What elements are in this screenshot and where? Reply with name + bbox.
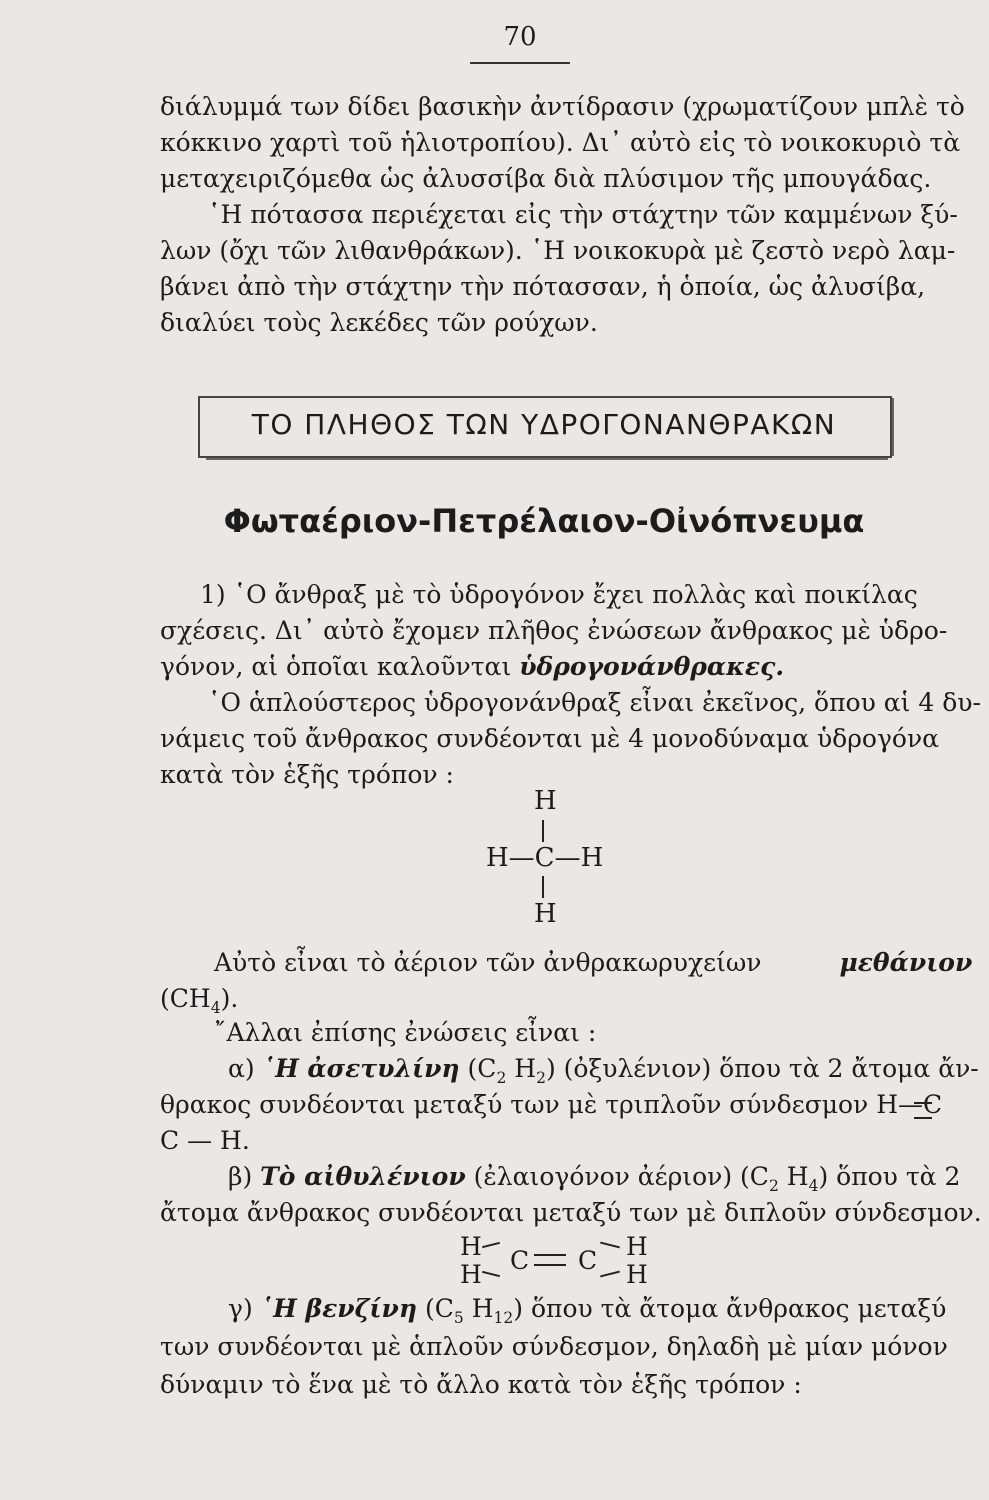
para1-line: σχέσεις. Δι᾽ αὐτὸ ἔχομεν πλῆθος ἐνώσεων ἄνθρακος μὲ ὑδρο- bbox=[160, 616, 948, 645]
ethylene-h-bottom-right: H bbox=[626, 1260, 648, 1289]
triple-bond-lines bbox=[914, 1102, 932, 1119]
intro-line: ῾Η πότασσα περιέχεται εἰς τὴν στάχτην τῶν καμμένων ξύ- bbox=[208, 200, 958, 229]
item-g-line: των συνδέονται μὲ ἁπλοῦν σύνδεσμον, δηλαδὴ μὲ μίαν μόνον bbox=[160, 1332, 948, 1361]
methane-bond-top bbox=[542, 820, 544, 842]
item-a-line: α) ῾Η ἀσετυλίνη ($C_2$ $H_2$) (ὀξυλένιον) ὅπου τὰ 2 ἄτομα ἄν- bbox=[228, 1054, 979, 1087]
ethylene-h-top-right: H bbox=[626, 1232, 648, 1261]
page-number-rule bbox=[470, 62, 570, 64]
item-a-line: θρακος συνδέονται μεταξύ των μὲ τριπλοῦν σύνδεσμον H—C bbox=[160, 1090, 943, 1119]
ethylene-bond-upper-right bbox=[600, 1242, 620, 1249]
ethylene-bond-lower-left bbox=[482, 1271, 500, 1277]
ethylene-carbon-right: C bbox=[578, 1246, 598, 1275]
intro-line: κόκκινο χαρτὶ τοῦ ἡλιοτροπίου). Δι᾽ αὐτὸ εἰς τὸ νοικοκυριὸ τὰ bbox=[160, 128, 961, 157]
para2-line: νάμεις τοῦ ἄνθρακος συνδέονται μὲ 4 μονοδύναμα ὑδρογόνα bbox=[160, 724, 940, 753]
ethylene-bond-upper-left bbox=[482, 1242, 500, 1248]
term-ethylene: Τὸ αἰθυλένιον bbox=[260, 1162, 466, 1191]
intro-line: διάλυμμά των δίδει βασικὴν ἀντίδρασιν (χρωματίζουν μπλὲ τὸ bbox=[160, 92, 965, 121]
ethylene-bond-lower-right bbox=[600, 1271, 620, 1278]
section-title: ΤΟ ΠΛΗΘΟΣ ΤΩΝ ΥΔΡΟΓΟΝΑΝΘΡΑΚΩΝ bbox=[251, 408, 837, 441]
methane-h-bottom: H bbox=[534, 899, 557, 929]
para1-line: γόνον, αἱ ὁποῖαι καλοῦνται ὑδρογονάνθρακες. bbox=[160, 652, 785, 681]
item-g-line: δύναμιν τὸ ἕνα μὲ τὸ ἄλλο κατὰ τὸν ἑξῆς τρόπον : bbox=[160, 1370, 802, 1399]
intro-line: βάνει ἀπὸ τὴν στάχτην τὴν πότασσαν, ἡ ὁποία, ὡς ἀλυσίβα, bbox=[160, 272, 926, 301]
item-g-line: γ) ῾Η βενζίνη ($C_5$ $H_{12}$) ὅπου τὰ ἄτομα ἄνθρακος μεταξύ bbox=[228, 1294, 947, 1327]
para2-line: ῾Ο ἁπλούστερος ὑδρογονάνθραξ εἶναι ἐκεῖνος, ὅπου αἱ 4 δυ- bbox=[208, 688, 981, 717]
intro-line: μεταχειριζόμεθα ὡς ἀλυσσίβα διὰ πλύσιμον τῆς μπουγάδας. bbox=[160, 164, 932, 193]
section-title-shadow-right bbox=[892, 398, 894, 456]
ethylene-carbon-left: C bbox=[510, 1246, 530, 1275]
term-hydrocarbons: ὑδρογονάνθρακες. bbox=[519, 652, 785, 681]
term-benzine: ῾Η βενζίνη bbox=[260, 1294, 418, 1323]
item-b-line: ἄτομα ἄνθρακος συνδέονται μεταξύ των μὲ διπλοῦν σύνδεσμον. bbox=[160, 1198, 982, 1227]
para1-line: 1) ῾Ο ἄνθραξ μὲ τὸ ὑδρογόνον ἔχει πολλὰς καὶ ποικίλας bbox=[200, 580, 918, 609]
subtitle: Φωταέριον-Πετρέλαιον-Οἰνόπνευμα bbox=[223, 502, 865, 540]
ethylene-h-bottom-left: H bbox=[460, 1260, 482, 1289]
term-methane: μεθάνιον bbox=[839, 948, 973, 977]
methane-bond-bottom bbox=[542, 876, 544, 898]
methane-middle-row: H—C—H bbox=[486, 843, 604, 873]
intro-line: διαλύει τοὺς λεκέδες τῶν ρούχων. bbox=[160, 308, 598, 337]
ethylene-double-bond bbox=[534, 1254, 566, 1266]
item-b-line: β) Τὸ αἰθυλένιον (ἐλαιογόνον ἀέριον) ($C_2$ $H_4$) ὅπου τὰ 2 bbox=[228, 1162, 961, 1195]
methane-h-top: H bbox=[534, 786, 557, 816]
intro-line: λων (ὄχι τῶν λιθανθράκων). ῾Η νοικοκυρὰ μὲ ζεστὸ νερὸ λαμ- bbox=[160, 236, 956, 265]
section-title-shadow bbox=[206, 458, 888, 460]
ethylene-h-top-left: H bbox=[460, 1232, 482, 1261]
term-acetylene: ῾Η ἀσετυλίνη bbox=[262, 1054, 460, 1083]
para4-line: ῎Αλλαι ἐπίσης ἐνώσεις εἶναι : bbox=[214, 1018, 597, 1047]
para3-formula: $(CH_4)$. bbox=[160, 984, 239, 1017]
para3-line: Αὐτὸ εἶναι τὸ ἀέριον τῶν ἀνθρακωρυχείων μεθάνιον bbox=[214, 948, 973, 977]
page-number: 70 bbox=[503, 22, 537, 52]
para2-line: κατὰ τὸν ἑξῆς τρόπον : bbox=[160, 760, 454, 789]
item-a-line: C — H. bbox=[160, 1126, 250, 1155]
